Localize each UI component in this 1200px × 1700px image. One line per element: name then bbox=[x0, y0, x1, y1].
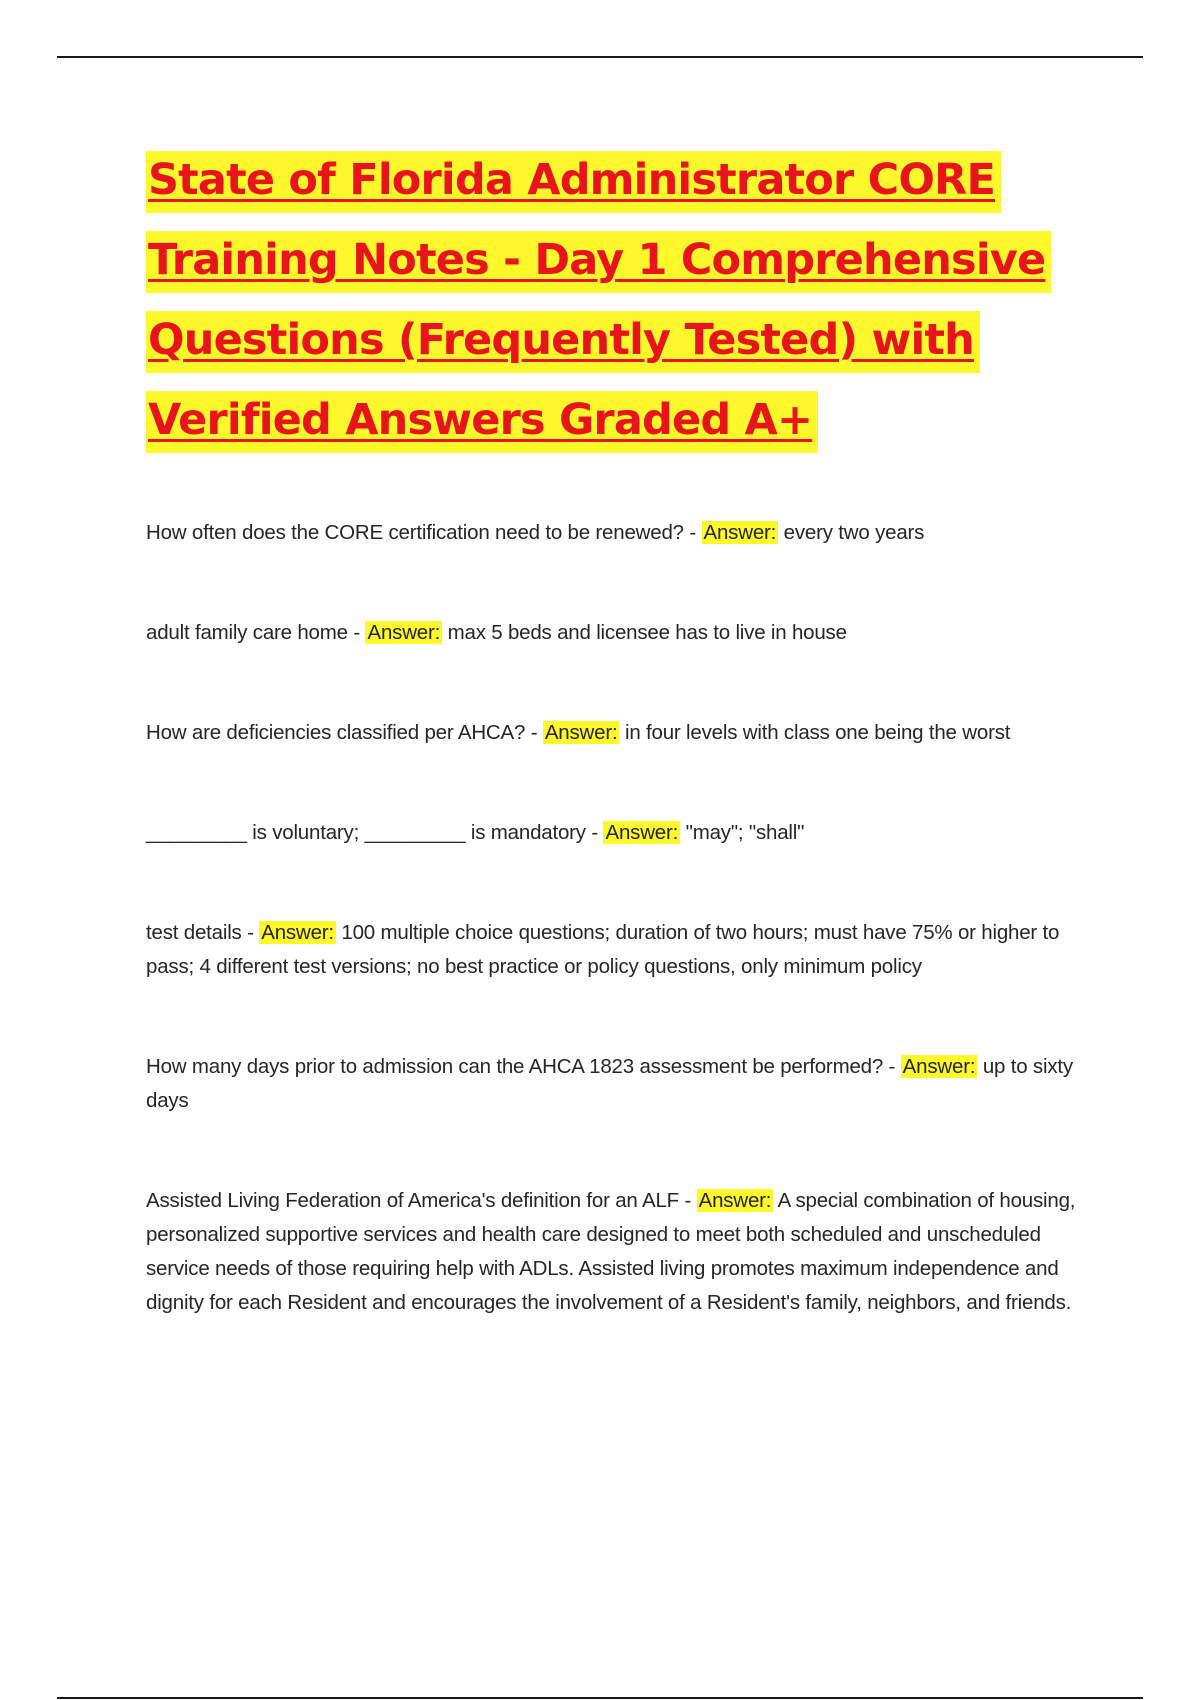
answer-text: 100 multiple choice questions; duration of two hours; must have 75% or higher to pass; 4 different test versions; no best practice or policy questions, only minimum policy bbox=[146, 921, 1060, 978]
qa-item bbox=[146, 716, 1096, 750]
separator: - bbox=[585, 821, 604, 844]
title-highlight: State of Florida Administrator CORE Training Notes - Day 1 Comprehensive Questions (Frequently Tested) with Verified Answers Graded A+ bbox=[146, 151, 1051, 453]
question-text: How often does the CORE certification need to be renewed? bbox=[146, 521, 684, 544]
answer-label: Answer: bbox=[261, 921, 334, 944]
question-text: How are deficiencies classified per AHCA? bbox=[146, 721, 526, 744]
qa-item bbox=[146, 816, 1096, 850]
document-title bbox=[146, 140, 1096, 460]
separator: - bbox=[678, 1189, 697, 1212]
separator: - bbox=[883, 1055, 901, 1078]
separator: - bbox=[525, 721, 543, 744]
question-text: Assisted Living Federation of America's definition for an ALF bbox=[146, 1189, 679, 1212]
document-body bbox=[146, 140, 1096, 1386]
question-text: _________ is voluntary; _________ is mandatory bbox=[146, 821, 586, 844]
bottom-rule bbox=[57, 1697, 1143, 1699]
qa-item bbox=[146, 1050, 1096, 1118]
answer-label: Answer: bbox=[544, 721, 618, 744]
question-text: test details bbox=[146, 921, 242, 944]
answer-text: in four levels with class one being the worst bbox=[619, 721, 1011, 744]
answer-text: A special combination of housing, personalized supportive services and health care designed to meet both scheduled and unscheduled service needs of those requiring help with ADLs. Assisted living promotes maximum independence and dignity for each Resident and encourages the involvement of a Resident's family, neighbors, and friends. bbox=[146, 1189, 1076, 1314]
qa-item bbox=[146, 1184, 1096, 1320]
qa-item bbox=[146, 516, 1096, 550]
answer-text: max 5 beds and licensee has to live in house bbox=[442, 621, 847, 644]
answer-label: Answer: bbox=[902, 1055, 976, 1078]
qa-item bbox=[146, 616, 1096, 650]
answer-text: up to sixty days bbox=[146, 1055, 1073, 1112]
answer-label: Answer: bbox=[703, 521, 777, 544]
answer-label: Answer: bbox=[367, 621, 441, 644]
question-text: adult family care home bbox=[146, 621, 348, 644]
answer-text: "may"; "shall" bbox=[680, 821, 805, 844]
question-text: How many days prior to admission can the AHCA 1823 assessment be performed? bbox=[146, 1055, 884, 1078]
answer-text: every two years bbox=[778, 521, 925, 544]
qa-item bbox=[146, 916, 1096, 984]
separator: - bbox=[347, 621, 366, 644]
top-rule bbox=[57, 56, 1143, 58]
qa-list bbox=[146, 516, 1096, 1320]
separator: - bbox=[241, 921, 260, 944]
separator: - bbox=[683, 521, 702, 544]
answer-label: Answer: bbox=[698, 1189, 772, 1212]
answer-label: Answer: bbox=[605, 821, 679, 844]
